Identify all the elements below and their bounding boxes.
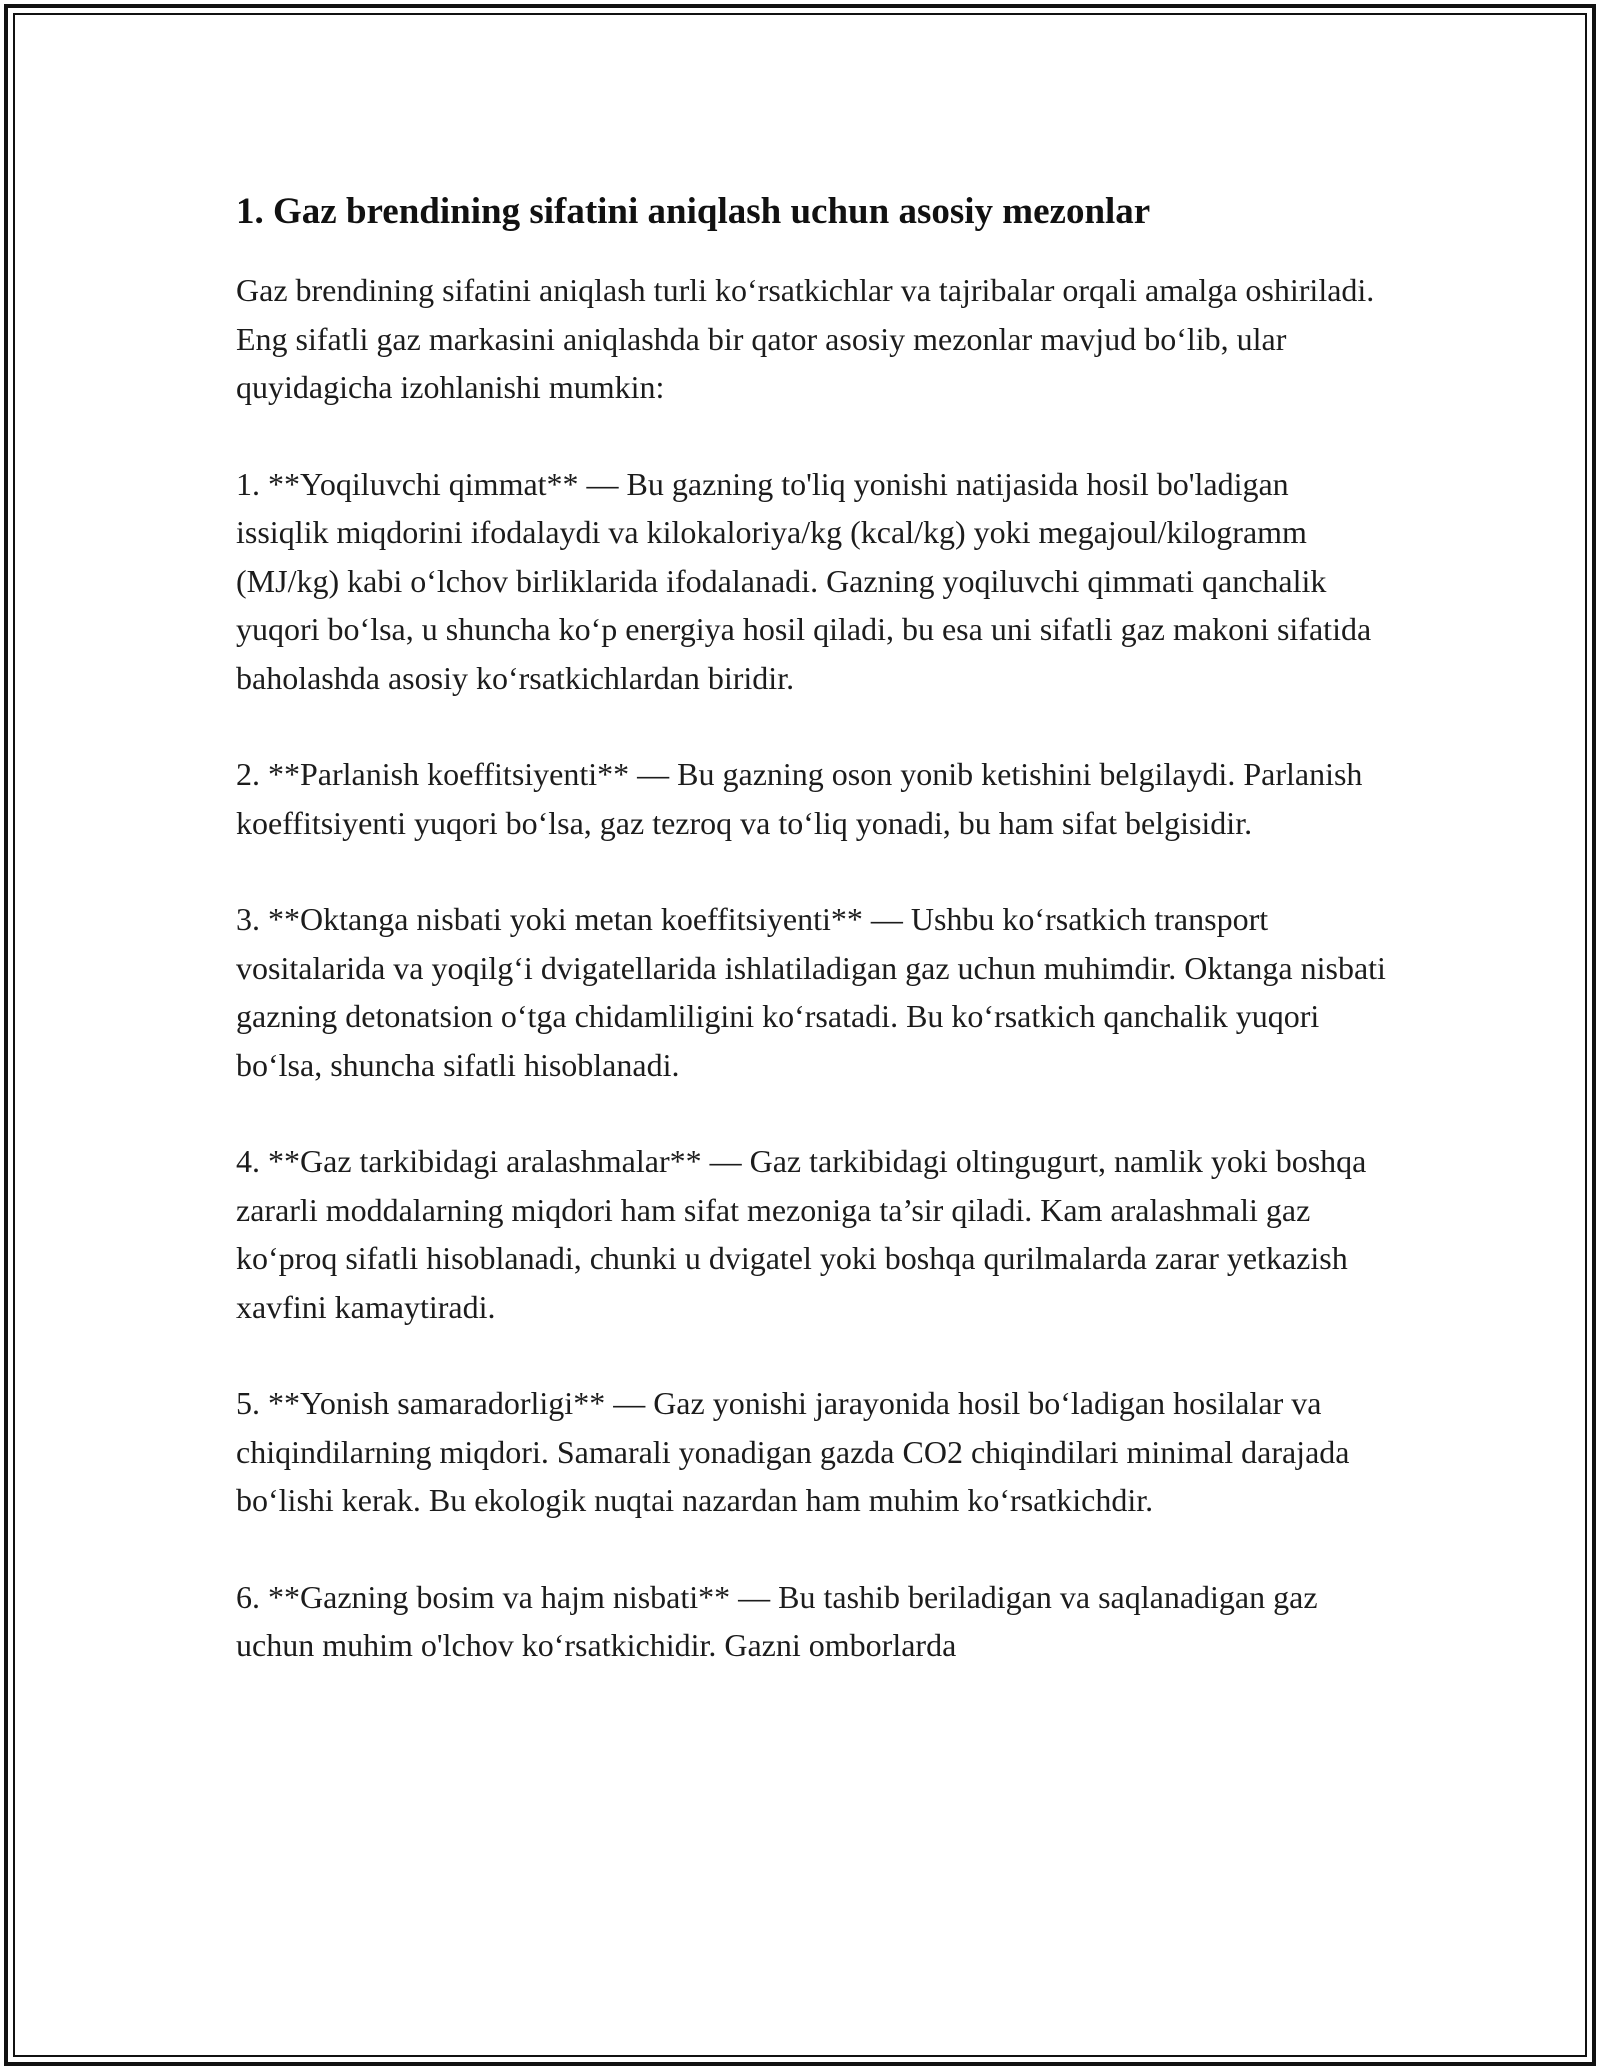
criterion-item-6: 6. **Gazning bosim va hajm nisbati** — Bu tashib beriladigan va saqlanadigan gaz uchun muhim o'lchov ko‘rsatkichidir. Gazni omborlarda <box>236 1578 1318 1663</box>
criterion-item-5: 5. **Yonish samaradorligi** — Gaz yonishi jarayonida hosil bo‘ladigan hosilalar va chiqindilarning miqdori. Samarali yonadigan gazda CO2 chiqindilari minimal darajada bo‘lishi kerak. Bu ekologik nuqtai nazardan ham muhim ko‘rsatkichdir. <box>236 1385 1350 1518</box>
criterion-item-3: 3. **Oktanga nisbati yoki metan koeffitsiyenti** — Ushbu ko‘rsatkich transport vositalarida va yoqilg‘i dvigatellarida ishlatiladigan gaz uchun muhimdir. Oktanga nisbati gazning detonatsion o‘tga chidamliligini ko‘rsatadi. Bu ko‘rsatkich qanchalik yuqori bo‘lsa, shuncha sifatli hisoblanadi. <box>236 901 1386 1083</box>
criterion-item-2: 2. **Parlanish koeffitsiyenti** — Bu gazning oson yonib ketishini belgilaydi. Parlanish koeffitsiyenti yuqori bo‘lsa, gaz tezroq va to‘liq yonadi, bu ham sifat belgisidir. <box>236 756 1363 841</box>
section-heading: 1. Gaz brendining sifatini aniqlash uchun asosiy mezonlar <box>236 191 1151 232</box>
criterion-item-1: 1. **Yoqiluvchi qimmat** — Bu gazning to'liq yonishi natijasida hosil bo'ladigan issiqlik miqdorini ifodalaydi va kilokaloriya/kg (kcal/kg) yoki megajoul/kilogramm (MJ/kg) kabi o‘lchov birliklarida ifodalanadi. Gazning yoqiluvchi qimmati qanchalik yuqori bo‘lsa, u shuncha ko‘p energiya hosil qiladi, bu esa uni sifatli gaz makoni sifatida baholashda asosiy ko‘rsatkichlardan biridir. <box>236 465 1372 696</box>
document-body <box>236 180 1386 1718</box>
criterion-item-4: 4. **Gaz tarkibidagi aralashmalar** — Gaz tarkibidagi oltingugurt, namlik yoki boshqa zararli moddalarning miqdori ham sifat mezoniga ta’sir qiladi. Kam aralashmali gaz ko‘proq sifatli hisoblanadi, chunki u dvigatel yoki boshqa qurilmalarda zarar yetkazish xavfini kamaytiradi. <box>236 1143 1367 1325</box>
intro-paragraph: Gaz brendining sifatini aniqlash turli ko‘rsatkichlar va tajribalar orqali amalga oshiriladi. Eng sifatli gaz markasini aniqlashda bir qator asosiy mezonlar mavjud bo‘lib, ular quyidagicha izohlanishi mumkin: <box>236 272 1375 405</box>
